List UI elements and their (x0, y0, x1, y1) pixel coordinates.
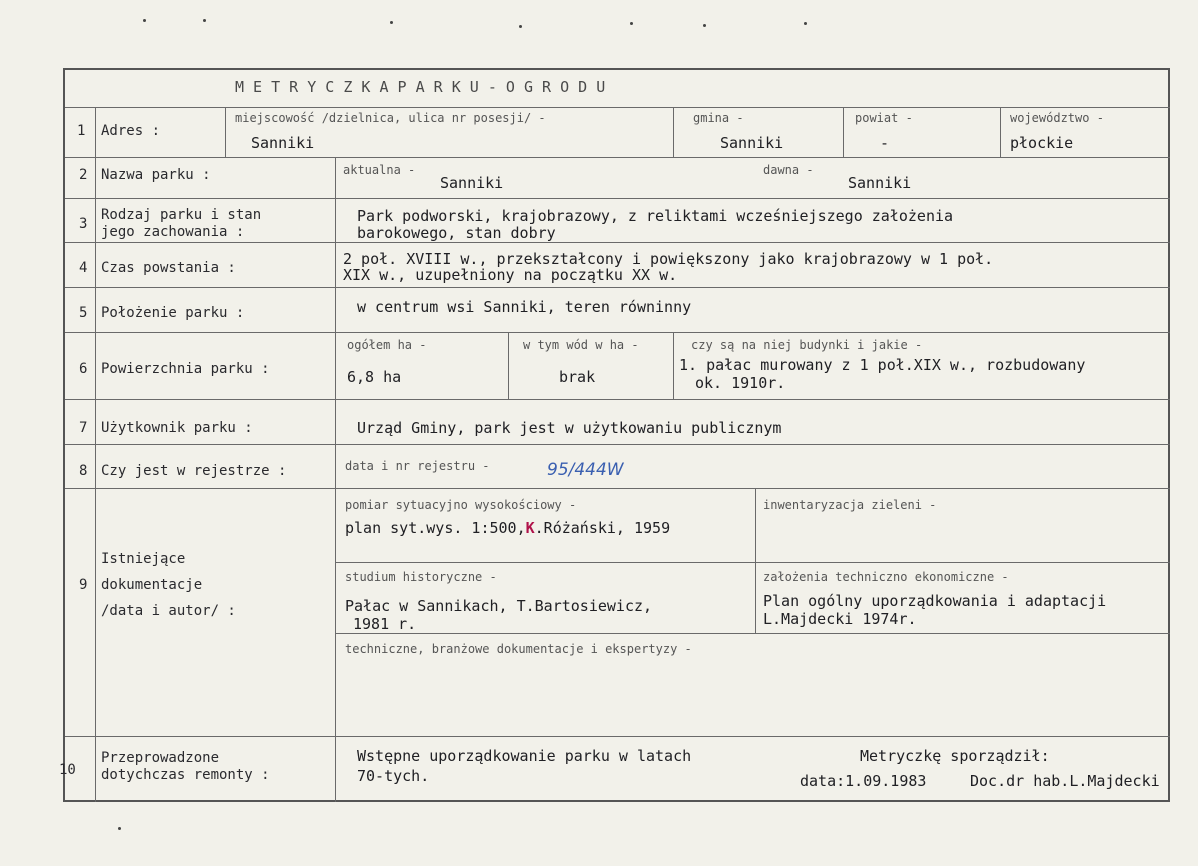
divider (335, 444, 336, 488)
value-aktualna: Sanniki (440, 174, 504, 192)
field-label-nazwa: Nazwa parku : (101, 167, 211, 183)
value-remonty-line1: Wstępne uporządkowanie parku w latach (357, 747, 692, 765)
row-number: 2 (79, 167, 88, 183)
divider (755, 488, 756, 633)
sublabel-inwentaryzacja: inwentaryzacja zieleni - (763, 498, 937, 512)
row-number: 8 (79, 463, 88, 479)
value-budynki-line1: 1. pałac murowany z 1 poł.XIX w., rozbudowany (679, 356, 1086, 374)
value-studium-line2: 1981 r. (353, 615, 417, 633)
field-label-remonty-2: dotychczas remonty : (101, 767, 270, 783)
field-label-remonty-1: Przeprowadzone (101, 750, 220, 766)
speck (804, 22, 807, 25)
value-wojewodztwo: płockie (1010, 134, 1074, 152)
sublabel-studium: studium historyczne - (345, 570, 497, 584)
sublabel-ogolem: ogółem ha - (347, 338, 427, 352)
sporzadzil-date (800, 772, 926, 790)
sporzadzil-label: Metryczkę sporządził: (860, 747, 1050, 765)
value-czas-line2: XIX w., uzupełniony na początku XX w. (343, 266, 678, 284)
value-polozenie: w centrum wsi Sanniki, teren równinny (357, 298, 692, 316)
date-value: 1.09.1983 (845, 772, 927, 790)
divider (65, 107, 1170, 108)
value-gmina: Sanniki (720, 134, 784, 152)
card-title: M E T R Y C Z K A P A R K U - O G R O D U (235, 78, 606, 96)
value-zalozenia-line1: Plan ogólny uporządkowania i adaptacji (763, 592, 1107, 610)
speck (703, 24, 706, 27)
divider (225, 107, 226, 157)
speck (630, 22, 633, 25)
field-label-dokumentacje-3: /data i autor/ : (101, 603, 236, 619)
speck (143, 19, 146, 22)
divider (508, 332, 509, 399)
divider (673, 107, 674, 157)
handwritten-register-number: 95/444W (547, 460, 624, 480)
field-label-polozenie: Położenie parku : (101, 305, 245, 321)
row-number: 3 (79, 216, 88, 232)
sublabel-powiat: powiat - (855, 111, 913, 125)
divider (335, 332, 336, 399)
speck (519, 25, 522, 28)
divider (335, 287, 336, 332)
value-zalozenia-line2: L.Majdecki 1974r. (763, 610, 917, 628)
divider (65, 444, 1170, 445)
row-number: 5 (79, 305, 88, 321)
value-pomiar-mark: K (525, 519, 535, 537)
field-label-czas: Czas powstania : (101, 260, 236, 276)
sublabel-aktualna: aktualna - (343, 163, 416, 177)
row-number: 7 (79, 420, 88, 436)
field-label-rodzaj: Rodzaj parku i stan (101, 207, 262, 223)
date-prefix: data: (800, 772, 846, 790)
divider (65, 332, 1170, 333)
divider (1000, 107, 1001, 157)
sublabel-zalozenia: założenia techniczno ekonomiczne - (763, 570, 1009, 584)
speck (203, 19, 206, 22)
field-label-dokumentacje-1: Istniejące (101, 551, 186, 567)
value-ogolem: 6,8 ha (347, 368, 402, 386)
sublabel-techniczne: techniczne, branżowe dokumentacje i ekspertyzy - (345, 642, 692, 656)
value-pomiar (345, 519, 670, 537)
sublabel-miejscowosc: miejscowość /dzielnica, ulica nr posesji/ - (235, 111, 546, 125)
row-number: 1 (77, 123, 86, 139)
sublabel-wojewodztwo: województwo - (1010, 111, 1104, 125)
value-rodzaj-line1: Park podworski, krajobrazowy, z reliktami wcześniejszego założenia (357, 207, 954, 225)
divider (65, 198, 1170, 199)
divider (65, 488, 1170, 489)
divider (335, 198, 336, 242)
value-pomiar-post: .Różański, 1959 (534, 519, 671, 537)
divider (335, 562, 1170, 563)
row-number: 6 (79, 361, 88, 377)
value-powiat: - (880, 134, 890, 152)
divider (65, 242, 1170, 243)
divider (65, 399, 1170, 400)
divider (335, 488, 336, 736)
sublabel-budynki: czy są na niej budynki i jakie - (691, 338, 923, 352)
divider (673, 332, 674, 399)
row-number: 10 (59, 762, 76, 778)
divider (65, 736, 1170, 737)
row-number: 9 (79, 577, 88, 593)
value-uzytkownik: Urząd Gminy, park jest w użytkowaniu publicznym (357, 419, 782, 437)
divider (335, 736, 336, 802)
speck (390, 21, 393, 24)
field-label-uzytkownik: Użytkownik parku : (101, 420, 253, 436)
field-label-adres: Adres : (101, 123, 161, 139)
row-number: 4 (79, 260, 88, 276)
value-pomiar-pre: plan syt.wys. 1:500, (345, 519, 526, 537)
divider (65, 287, 1170, 288)
sublabel-wod: w tym wód w ha - (523, 338, 639, 352)
divider (335, 242, 336, 287)
park-record-card (59, 68, 1170, 802)
value-dawna: Sanniki (848, 174, 912, 192)
value-miejscowosc: Sanniki (251, 134, 315, 152)
divider (335, 157, 336, 198)
value-remonty-line2: 70-tych. (357, 767, 430, 785)
divider (335, 633, 1170, 634)
value-czas-line1: 2 poł. XVIII w., przekształcony i powiększony jako krajobrazowy w 1 poł. (343, 250, 994, 268)
divider (65, 157, 1170, 158)
field-label-rejestr: Czy jest w rejestrze : (101, 463, 287, 479)
value-studium-line1: Pałac w Sannikach, T.Bartosiewicz, (345, 597, 653, 615)
field-label-rodzaj-2: jego zachowania : (101, 224, 245, 240)
sublabel-dawna: dawna - (763, 163, 814, 177)
field-label-dokumentacje-2: dokumentacje (101, 577, 203, 593)
divider (843, 107, 844, 157)
value-wod: brak (559, 368, 596, 386)
sublabel-pomiar: pomiar sytuacyjno wysokościowy - (345, 498, 577, 512)
sublabel-gmina: gmina - (693, 111, 744, 125)
divider (95, 107, 96, 802)
value-rodzaj-line2: barokowego, stan dobry (357, 224, 556, 242)
value-budynki-line2: ok. 1910r. (695, 374, 786, 392)
field-label-powierzchnia: Powierzchnia parku : (101, 361, 270, 377)
speck (118, 827, 121, 830)
divider (335, 399, 336, 444)
sporzadzil-author: Doc.dr hab.L.Majdecki (970, 772, 1160, 790)
sublabel-rejestr: data i nr rejestru - (345, 459, 490, 473)
